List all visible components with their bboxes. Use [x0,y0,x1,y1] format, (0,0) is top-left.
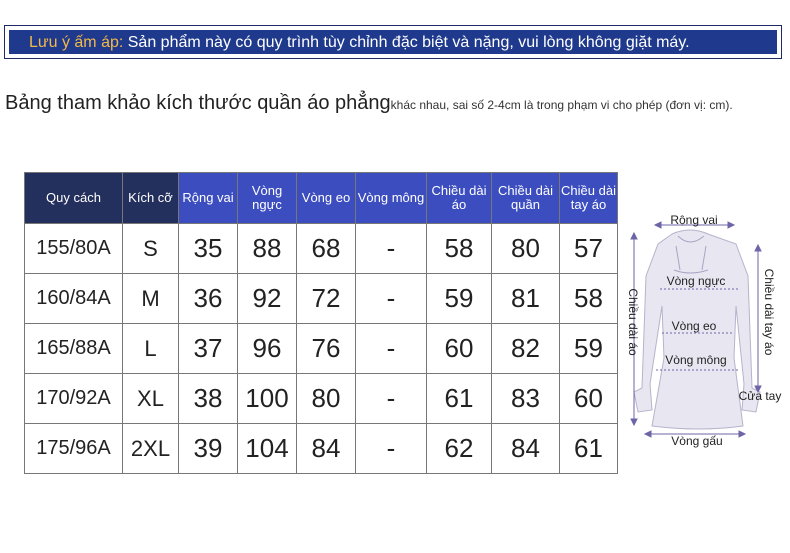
header-spec: Quy cách [25,173,123,224]
size-table-header-row [25,173,618,224]
cell-pants-length: 84 [492,424,560,474]
label-hip: Vòng mông [665,353,727,367]
cell-hip: - [356,224,427,274]
table-row [25,274,618,324]
cell-top-length: 61 [427,374,492,424]
size-table [24,172,618,474]
cell-shoulder: 35 [179,224,238,274]
label-bust: Vòng ngực [666,274,726,288]
title-main: Bảng tham khảo kích thước quần áo phẳng [5,92,391,114]
notice-banner [4,25,782,59]
notice-label: Lưu ý ấm áp: [29,34,124,51]
cell-spec: 155/80A [25,224,123,274]
label-sleeve-length: Chiều dài tay áo [762,268,776,356]
label-cuff: Cửa tay [738,389,782,403]
header-top-length: Chiều dài áo [427,173,492,224]
cell-sleeve-length: 58 [560,274,618,324]
cell-size: S [123,224,179,274]
label-hem: Vòng gấu [671,434,723,448]
cell-waist: 76 [297,324,356,374]
cell-spec: 160/84A [25,274,123,324]
cell-spec: 170/92A [25,374,123,424]
header-waist: Vòng eo [297,173,356,224]
cell-sleeve-length: 60 [560,374,618,424]
title-subtitle: khác nhau, sai số 2-4cm là trong phạm vi cho phép (đơn vị: cm). [390,98,733,112]
cell-waist: 80 [297,374,356,424]
cell-sleeve-length: 61 [560,424,618,474]
cell-bust: 88 [238,224,297,274]
cell-bust: 104 [238,424,297,474]
cell-pants-length: 81 [492,274,560,324]
cell-waist: 68 [297,224,356,274]
cell-top-length: 60 [427,324,492,374]
cell-pants-length: 82 [492,324,560,374]
table-row [25,424,618,474]
cell-bust: 100 [238,374,297,424]
cell-size: 2XL [123,424,179,474]
cell-spec: 165/88A [25,324,123,374]
label-waist: Vòng eo [671,319,717,333]
table-row [25,324,618,374]
cell-hip: - [356,324,427,374]
notice-inner [9,30,777,54]
cell-hip: - [356,424,427,474]
cell-waist: 84 [297,424,356,474]
cell-bust: 96 [238,324,297,374]
cell-shoulder: 39 [179,424,238,474]
cell-pants-length: 80 [492,224,560,274]
cell-top-length: 59 [427,274,492,324]
cell-hip: - [356,374,427,424]
cell-shoulder: 38 [179,374,238,424]
size-chart-title [5,92,733,115]
header-sleeve-length: Chiều dài tay áo [560,173,618,224]
cell-sleeve-length: 57 [560,224,618,274]
garment-measurement-diagram [622,205,787,450]
cell-hip: - [356,274,427,324]
notice-text: Sản phẩm này có quy trình tùy chỉnh đặc biệt và nặng, vui lòng không giặt máy. [123,34,690,51]
cell-size: XL [123,374,179,424]
header-bust: Vòng ngực [238,173,297,224]
table-row [25,224,618,274]
table-row [25,374,618,424]
label-top-length: Chiều dài áo [626,288,640,356]
header-hip: Vòng mông [356,173,427,224]
header-pants-length: Chiều dài quần [492,173,560,224]
label-shoulder: Rộng vai [670,213,718,227]
cell-size: M [123,274,179,324]
cell-shoulder: 36 [179,274,238,324]
header-size: Kích cỡ [123,173,179,224]
cell-waist: 72 [297,274,356,324]
cell-shoulder: 37 [179,324,238,374]
cell-top-length: 58 [427,224,492,274]
cell-sleeve-length: 59 [560,324,618,374]
cell-size: L [123,324,179,374]
header-shoulder: Rộng vai [179,173,238,224]
cell-pants-length: 83 [492,374,560,424]
cell-bust: 92 [238,274,297,324]
cell-top-length: 62 [427,424,492,474]
cell-spec: 175/96A [25,424,123,474]
